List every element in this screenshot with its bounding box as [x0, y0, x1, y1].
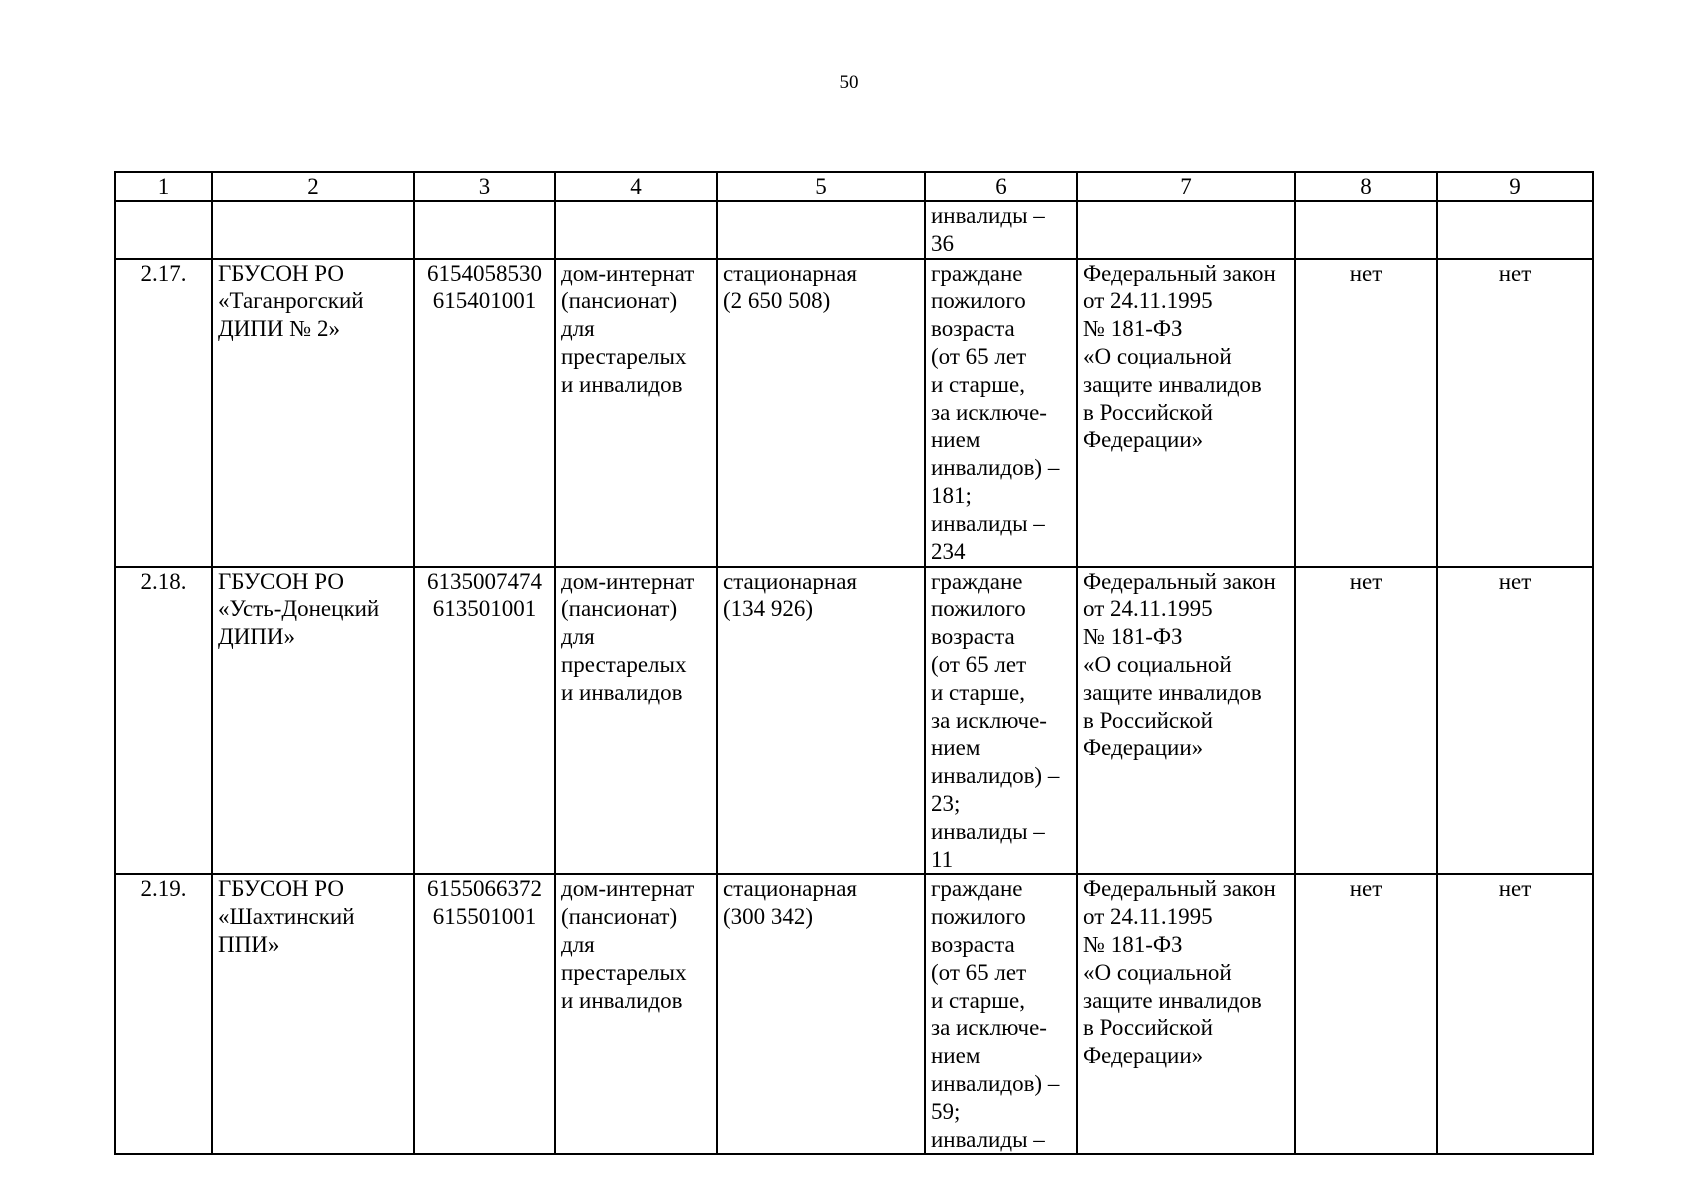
service-form-cell: стационарная (2 650 508): [717, 259, 925, 567]
table-row: [115, 567, 1593, 875]
inn-kpp-cell: 6154058530 615401001: [414, 259, 555, 567]
table-cell: [1077, 201, 1295, 259]
table-row: [115, 874, 1593, 1154]
col9-cell: нет: [1437, 259, 1593, 567]
col8-cell: нет: [1295, 567, 1437, 875]
table-cell: [1437, 201, 1593, 259]
recipients-cell: инвалиды – 36: [925, 201, 1077, 259]
registry-table: [114, 171, 1594, 1155]
legal-basis-cell: Федеральный закон от 24.11.1995 № 181-ФЗ «О социальной защите инвалидов в Российской Федерации»: [1077, 874, 1295, 1154]
legal-basis-cell: Федеральный закон от 24.11.1995 № 181-ФЗ «О социальной защите инвалидов в Российской Федерации»: [1077, 567, 1295, 875]
row-number-cell: 2.17.: [115, 259, 212, 567]
header-cell: 3: [414, 172, 555, 201]
header-cell: 9: [1437, 172, 1593, 201]
header-cell: 1: [115, 172, 212, 201]
row-number-cell: 2.19.: [115, 874, 212, 1154]
col8-cell: нет: [1295, 259, 1437, 567]
page-number: 50: [839, 72, 859, 93]
table-row-continuation: [115, 201, 1593, 259]
table-cell: [115, 201, 212, 259]
institution-type-cell: дом-интернат (пансионат) для престарелых и инвалидов: [555, 874, 717, 1154]
service-form-cell: стационарная (300 342): [717, 874, 925, 1154]
table-cell: [555, 201, 717, 259]
col9-cell: нет: [1437, 567, 1593, 875]
service-form-cell: стационарная (134 926): [717, 567, 925, 875]
inn-kpp-cell: 6135007474 613501001: [414, 567, 555, 875]
inn-kpp-cell: 6155066372 615501001: [414, 874, 555, 1154]
header-cell: 8: [1295, 172, 1437, 201]
institution-type-cell: дом-интернат (пансионат) для престарелых и инвалидов: [555, 259, 717, 567]
institution-name-cell: ГБУСОН РО «Усть-Донецкий ДИПИ»: [212, 567, 414, 875]
table-row: [115, 259, 1593, 567]
institution-type-cell: дом-интернат (пансионат) для престарелых и инвалидов: [555, 567, 717, 875]
header-cell: 7: [1077, 172, 1295, 201]
col8-cell: нет: [1295, 874, 1437, 1154]
institution-name-cell: ГБУСОН РО «Таганрогский ДИПИ № 2»: [212, 259, 414, 567]
recipients-cell: граждане пожилого возраста (от 65 лет и старше, за исключе- нием инвалидов) – 59; инвалиды –: [925, 874, 1077, 1154]
recipients-cell: граждане пожилого возраста (от 65 лет и старше, за исключе- нием инвалидов) – 23; инвалиды – 11: [925, 567, 1077, 875]
table-cell: [414, 201, 555, 259]
legal-basis-cell: Федеральный закон от 24.11.1995 № 181-ФЗ «О социальной защите инвалидов в Российской Федерации»: [1077, 259, 1295, 567]
recipients-cell: граждане пожилого возраста (от 65 лет и старше, за исключе- нием инвалидов) – 181; инвалиды – 234: [925, 259, 1077, 567]
table-header-row: [115, 172, 1593, 201]
col9-cell: нет: [1437, 874, 1593, 1154]
table-cell: [212, 201, 414, 259]
table-cell: [717, 201, 925, 259]
table-cell: [1295, 201, 1437, 259]
header-cell: 5: [717, 172, 925, 201]
row-number-cell: 2.18.: [115, 567, 212, 875]
header-cell: 2: [212, 172, 414, 201]
header-cell: 6: [925, 172, 1077, 201]
institution-name-cell: ГБУСОН РО «Шахтинский ППИ»: [212, 874, 414, 1154]
header-cell: 4: [555, 172, 717, 201]
